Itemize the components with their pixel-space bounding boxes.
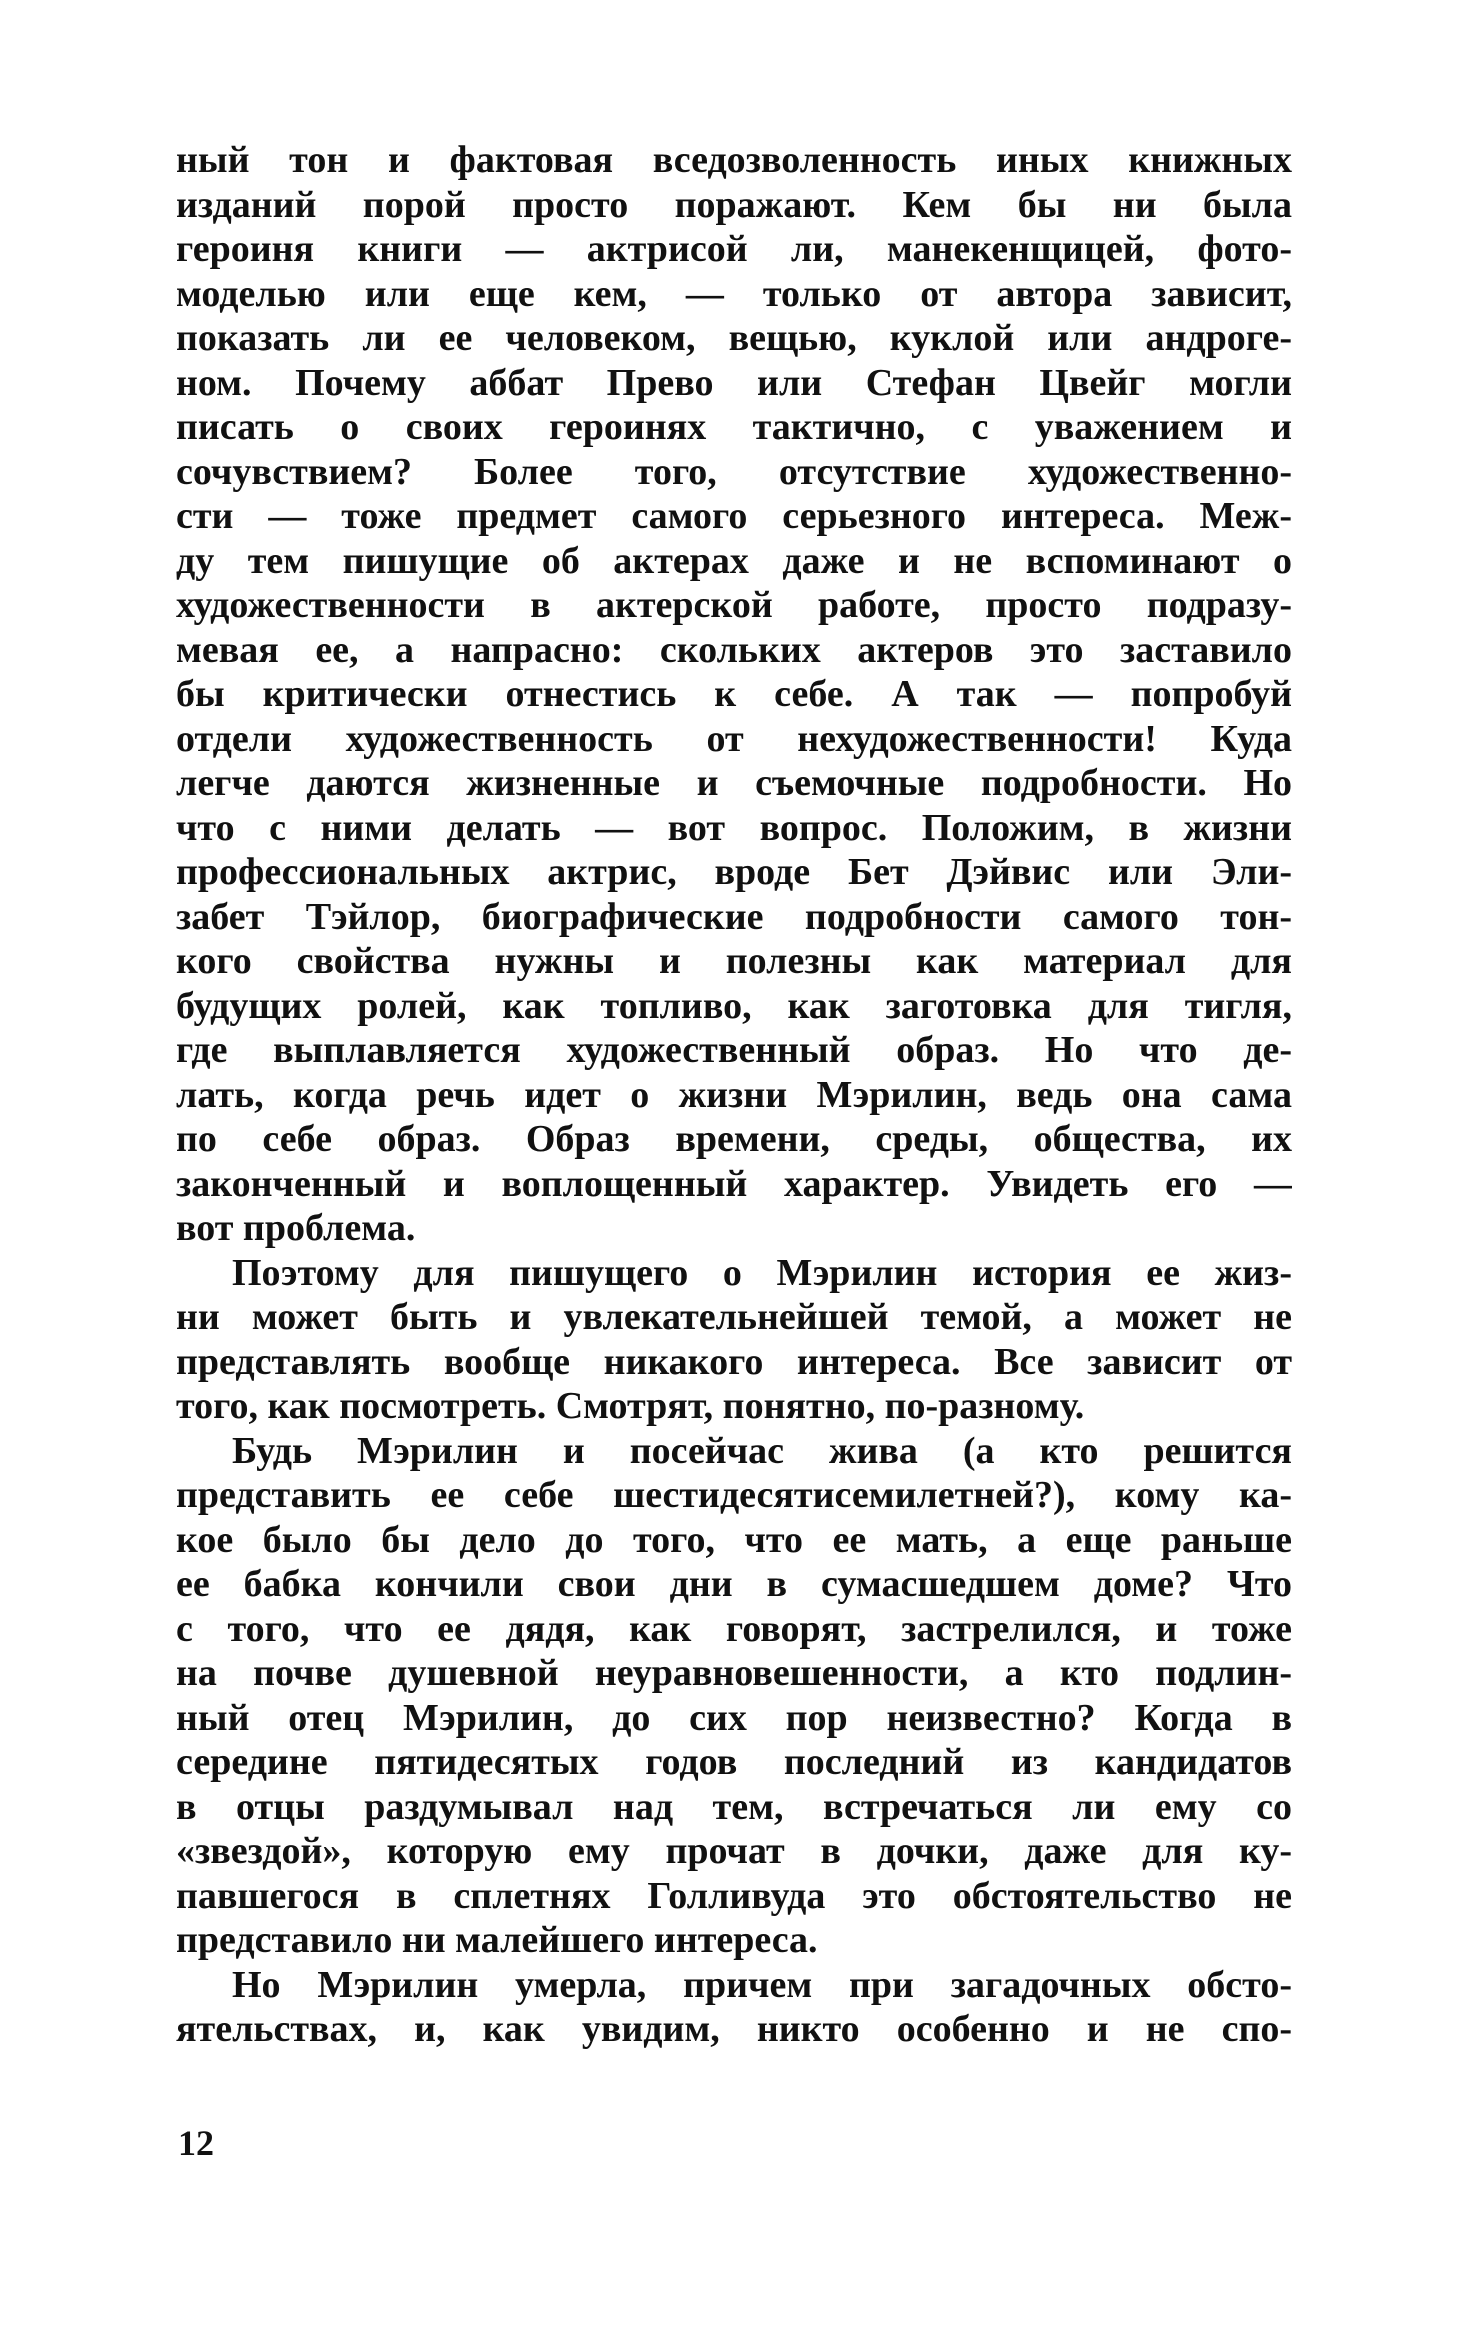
text-line: бы критически отнестись к себе. А так — попробуй xyxy=(176,673,1292,715)
text-line: изданий порой просто поражают. Кем бы ни была xyxy=(176,183,1292,226)
text-line: писать о своих героинях тактично, с уважением и xyxy=(176,406,1292,448)
text-line: ду тем пишущие об актерах даже и не вспоминают о xyxy=(176,539,1292,582)
text-line: представило ни малейшего интереса. xyxy=(176,1919,818,1961)
text-line: павшегося в сплетнях Голливуда это обстоятельство не xyxy=(176,1874,1292,1917)
text-line: ный тон и фактовая вседозволенность иных книжных xyxy=(176,139,1292,181)
text-line: сти — тоже предмет самого серьезного интереса. Меж- xyxy=(176,495,1292,537)
text-line: мевая ее, а напрасно: скольких актеров это заставило xyxy=(176,628,1292,671)
text-line: моделью или еще кем, — только от автора зависит, xyxy=(176,272,1292,315)
text-line: что с ними делать — вот вопрос. Положим, в жизни xyxy=(176,806,1292,849)
text-line: ном. Почему аббат Прево или Стефан Цвейг могли xyxy=(176,361,1292,404)
text-line: где выплавляется художественный образ. Но что де- xyxy=(176,1029,1292,1071)
text-line: ятельствах, и, как увидим, никто особенно и не спо- xyxy=(176,2008,1292,2050)
text-line: профессиональных актрис, вроде Бет Дэйвис или Эли- xyxy=(176,851,1292,893)
text-line: Поэтому для пишущего о Мэрилин история ее жиз- xyxy=(232,1251,1292,1294)
text-line: на почве душевной неуравновешенности, а кто подлин- xyxy=(176,1652,1292,1694)
body-text xyxy=(176,138,1292,2052)
text-line: законченный и воплощенный характер. Увидеть его — xyxy=(176,1162,1292,1205)
text-line: художественности в актерской работе, просто подразу- xyxy=(176,584,1292,626)
text-line: в отцы раздумывал над тем, встречаться ли ему со xyxy=(176,1785,1292,1828)
text-line: героиня книги — актрисой ли, манекенщицей, фото- xyxy=(176,228,1292,270)
text-line: ный отец Мэрилин, до сих пор неизвестно? Когда в xyxy=(176,1696,1292,1739)
text-line: представлять вообще никакого интереса. Все зависит от xyxy=(176,1340,1292,1383)
text-line: по себе образ. Образ времени, среды, общества, их xyxy=(176,1118,1292,1160)
text-line: с того, что ее дядя, как говорят, застрелился, и тоже xyxy=(176,1607,1292,1650)
text-line: лать, когда речь идет о жизни Мэрилин, ведь она сама xyxy=(176,1073,1292,1116)
text-line: ее бабка кончили свои дни в сумасшедшем доме? Что xyxy=(176,1563,1292,1605)
text-line: легче даются жизненные и съемочные подробности. Но xyxy=(176,762,1292,804)
text-line: отдели художественность от нехудожественности! Куда xyxy=(176,717,1292,760)
text-line: середине пятидесятых годов последний из кандидатов xyxy=(176,1741,1292,1783)
text-line: Будь Мэрилин и посейчас жива (а кто решится xyxy=(232,1429,1292,1472)
text-line: показать ли ее человеком, вещью, куклой или андроге- xyxy=(176,317,1292,359)
text-line: ни может быть и увлекательнейшей темой, а может не xyxy=(176,1296,1292,1338)
text-line: «звездой», которую ему прочат в дочки, даже для ку- xyxy=(176,1830,1292,1872)
text-line: представить ее себе шестидесятисемилетней?), кому ка- xyxy=(176,1474,1292,1516)
text-line: Но Мэрилин умерла, причем при загадочных обсто- xyxy=(232,1963,1292,2006)
page-number: 12 xyxy=(178,2123,214,2163)
text-line: забет Тэйлор, биографические подробности самого тон- xyxy=(176,895,1292,938)
text-line: вот проблема. xyxy=(176,1207,416,1249)
text-line: кое было бы дело до того, что ее мать, а еще раньше xyxy=(176,1518,1292,1561)
text-line: того, как посмотреть. Смотрят, понятно, по-разному. xyxy=(176,1385,1085,1427)
text-line: будущих ролей, как топливо, как заготовка для тигля, xyxy=(176,984,1292,1027)
text-line: кого свойства нужны и полезны как материал для xyxy=(176,940,1292,982)
text-line: сочувствием? Более того, отсутствие художественно- xyxy=(176,450,1292,493)
